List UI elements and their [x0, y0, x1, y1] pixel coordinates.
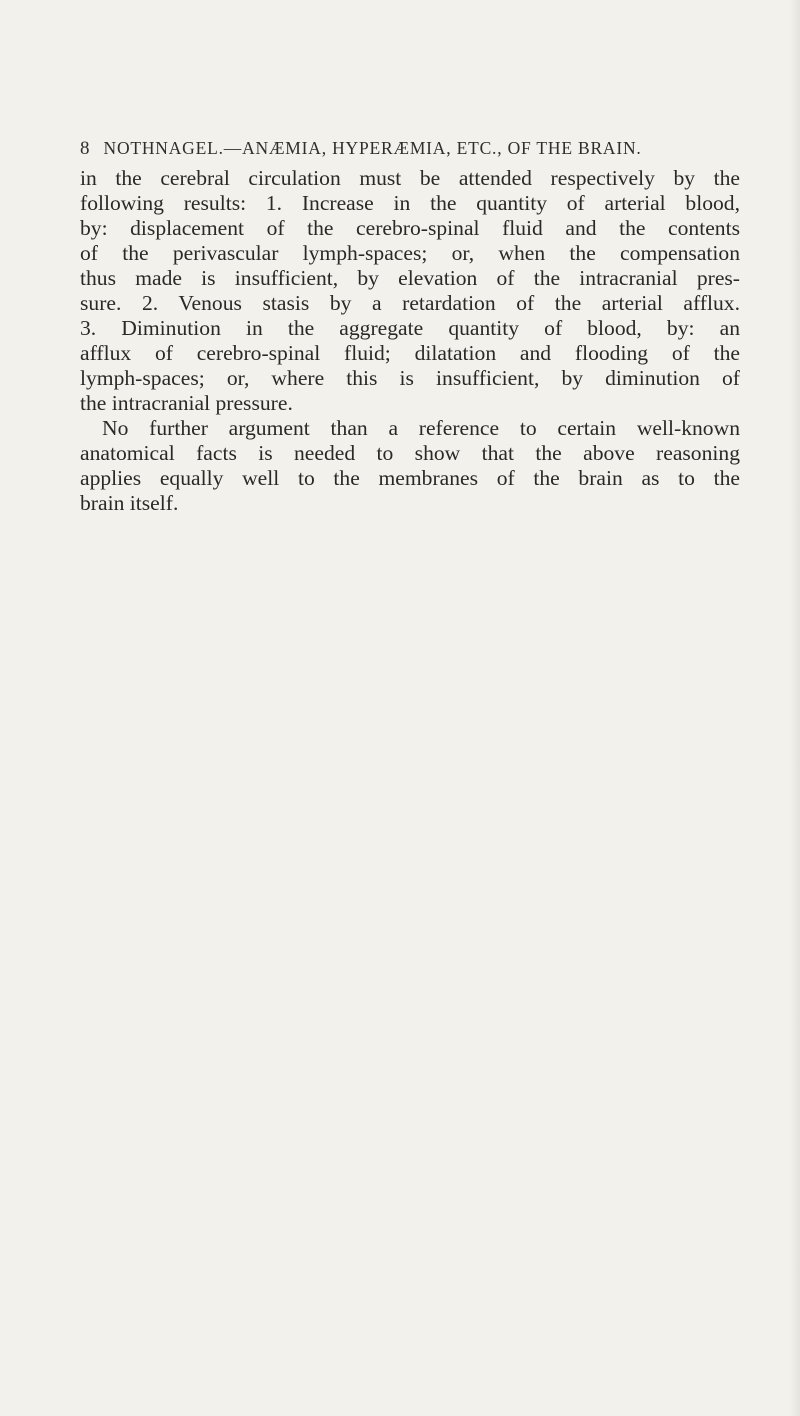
text-line: brain itself.: [80, 491, 179, 515]
paragraph-2: [80, 416, 740, 516]
running-title: NOTHNAGEL.—ANÆMIA, HYPERÆMIA, ETC., OF THE BRAIN.: [103, 138, 642, 158]
text-line: sure. 2. Venous stasis by a retardation of the arterial afflux.: [80, 291, 740, 315]
text-line: the intracranial pressure.: [80, 391, 293, 415]
text-line: No further argument than a reference to certain well-known: [102, 416, 740, 440]
page-number: 8: [80, 138, 90, 159]
running-head: [80, 137, 740, 160]
text-line: 3. Diminution in the aggregate quantity of blood, by: an: [80, 316, 740, 340]
text-line: thus made is insufficient, by elevation of the intracranial pres-: [80, 266, 740, 290]
page-edge: [790, 0, 800, 1416]
text-line: in the cerebral circulation must be attended respectively by the: [80, 166, 740, 190]
text-line: following results: 1. Increase in the quantity of arterial blood,: [80, 191, 740, 215]
body-text: [80, 166, 740, 516]
text-line: applies equally well to the membranes of the brain as to the: [80, 466, 740, 490]
paragraph-1: [80, 166, 740, 416]
text-line: lymph-spaces; or, where this is insufficient, by diminution of: [80, 366, 740, 390]
text-line: afflux of cerebro-spinal fluid; dilatation and flooding of the: [80, 341, 740, 365]
text-line: of the perivascular lymph-spaces; or, when the compensation: [80, 241, 740, 265]
text-line: by: displacement of the cerebro-spinal fluid and the contents: [80, 216, 740, 240]
text-line: anatomical facts is needed to show that the above reasoning: [80, 441, 740, 465]
